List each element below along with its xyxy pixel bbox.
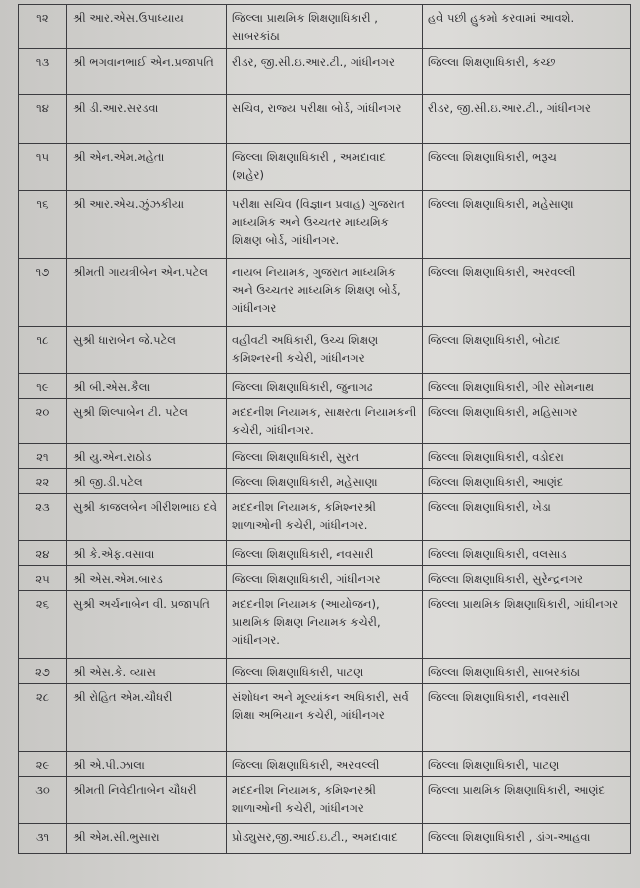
new-post: જિલ્લા શિક્ષણાધિકારી, મહિસાગર [423,399,631,444]
new-post: જિલ્લા શિક્ષણાધિકારી, કચ્છ [423,49,631,95]
table-row [19,566,631,591]
officer-name: શ્રી એસ.કે. વ્યાસ [67,659,227,684]
new-post: જિલ્લા શિક્ષણાધિકારી, બોટાદ [423,327,631,374]
table-row [19,327,631,374]
table-row [19,191,631,259]
table-row [19,659,631,684]
current-post: રીડર, જી.સી.ઇ.આર.ટી., ગાંધીનગર [227,49,423,95]
table-row [19,95,631,144]
new-post: જિલ્લા શિક્ષણાધિકારી, વડોદરા [423,444,631,469]
current-post: મદદનીશ નિયામક, કમિશ્નરશ્રી શાળાઓની કચેરી, ગાંધીનગર. [227,494,423,541]
officer-name: સુશ્રી અર્ચનાબેન વી. પ્રજાપતિ [67,591,227,659]
officer-name: શ્રી જી.ડી.પટેલ [67,469,227,494]
current-post: જિલ્લા પ્રાથમિક શિક્ષણાધિકારી , સાબરકાંઠા [227,5,423,49]
row-number: ૨૩ [19,494,67,541]
row-number: ૨૯ [19,752,67,777]
current-post: સચિવ, રાજ્ય પરીક્ષા બોર્ડ, ગાંધીનગર [227,95,423,144]
new-post: જિલ્લા શિક્ષણાધિકારી, નવસારી [423,684,631,752]
table-row [19,5,631,49]
row-number: ૧૮ [19,327,67,374]
officer-name: શ્રી યુ.એન.રાઠોડ [67,444,227,469]
row-number: ૧૩ [19,49,67,95]
new-post: જિલ્લા પ્રાથમિક શિક્ષણાધિકારી, આણંદ [423,777,631,824]
table-row [19,444,631,469]
current-post: મદદનીશ નિયામક, કમિશ્નરશ્રી શાળાઓની કચેરી, ગાંધીનગર [227,777,423,824]
table-row [19,777,631,824]
table-row [19,469,631,494]
current-post: જિલ્લા શિક્ષણાધિકારી, અરવલ્લી [227,752,423,777]
row-number: ૧૫ [19,144,67,191]
officer-name: શ્રી આર.એસ.ઉપાધ્યાય [67,5,227,49]
row-number: ૩૦ [19,777,67,824]
officer-name: શ્રી એન.એમ.મહેતા [67,144,227,191]
current-post: જિલ્લા શિક્ષણાધિકારી , અમદાવાદ (શહેર) [227,144,423,191]
table-row [19,752,631,777]
table-row [19,144,631,191]
row-number: ૧૭ [19,259,67,327]
row-number: ૨૬ [19,591,67,659]
row-number: ૨૪ [19,541,67,566]
table-row [19,684,631,752]
table-row [19,591,631,659]
current-post: પરીક્ષા સચિવ (વિજ્ઞાન પ્રવાહ) ગુજરાત માધ્યમિક અને ઉચ્ચતર માધ્યમિક શિક્ષણ બોર્ડ, ગાંધીનગર. [227,191,423,259]
current-post: મદદનીશ નિયામક, સાક્ષરતા નિયામકની કચેરી, ગાંધીનગર. [227,399,423,444]
new-post: જિલ્લા શિક્ષણાધિકારી, પાટણ [423,752,631,777]
row-number: ૨૭ [19,659,67,684]
new-post: જિલ્લા શિક્ષણાધિકારી, ખેડા [423,494,631,541]
officer-name: શ્રી એમ.સી.ભુસારા [67,824,227,854]
officer-name: શ્રી ભગવાનભાઈ એન.પ્રજાપતિ [67,49,227,95]
current-post: નાયબ નિયામક, ગુજરાત માધ્યમિક અને ઉચ્ચતર માધ્યમિક શિક્ષણ બોર્ડ, ગાંધીનગર [227,259,423,327]
transfer-table [18,4,631,854]
new-post: જિલ્લા શિક્ષણાધિકારી, સાબરકાંઠા [423,659,631,684]
table-row [19,824,631,854]
officer-name: શ્રીમતી નિવેદીતાબેન ચૌધરી [67,777,227,824]
current-post: જિલ્લા શિક્ષણાધિકારી, ગાંધીનગર [227,566,423,591]
officer-name: શ્રી બી.એસ.કૈલા [67,374,227,399]
new-post: જિલ્લા શિક્ષણાધિકારી, ગીર સોમનાથ [423,374,631,399]
current-post: જિલ્લા શિક્ષણાધિકારી, નવસારી [227,541,423,566]
row-number: ૨૫ [19,566,67,591]
officer-name: સુશ્રી ધારાબેન જે.પટેલ [67,327,227,374]
new-post: જિલ્લા શિક્ષણાધિકારી, વલસાડ [423,541,631,566]
transfer-table-body [19,5,631,854]
row-number: ૧૯ [19,374,67,399]
row-number: ૧૪ [19,95,67,144]
table-row [19,49,631,95]
officer-name: શ્રીમતી ગાયત્રીબેન એન.પટેલ [67,259,227,327]
new-post: જિલ્લા શિક્ષણાધિકારી, મહેસાણા [423,191,631,259]
table-row [19,374,631,399]
current-post: જિલ્લા શિક્ષણાધિકારી, પાટણ [227,659,423,684]
row-number: ૨૮ [19,684,67,752]
row-number: ૧૨ [19,5,67,49]
officer-name: શ્રી એસ.એમ.બારડ [67,566,227,591]
current-post: જિલ્લા શિક્ષણાધિકારી, જુનાગઢ [227,374,423,399]
table-row [19,541,631,566]
new-post: જિલ્લા પ્રાથમિક શિક્ષણાધિકારી, ગાંધીનગર [423,591,631,659]
new-post: જિલ્લા શિક્ષણાધિકારી, ભરૂચ [423,144,631,191]
new-post: જિલ્લા શિક્ષણાધિકારી, અરવલ્લી [423,259,631,327]
row-number: ૩૧ [19,824,67,854]
current-post: વહીવટી અધિકારી, ઉચ્ચ શિક્ષણ કમિશ્નરની કચેરી, ગાંધીનગર [227,327,423,374]
current-post: સંશોધન અને મૂલ્યાંકન અધિકારી, સર્વ શિક્ષા અભિયાન કચેરી, ગાંધીનગર [227,684,423,752]
new-post: રીડર, જી.સી.ઇ.આર.ટી., ગાંધીનગર [423,95,631,144]
table-row [19,259,631,327]
new-post: જિલ્લા શિક્ષણાધિકારી , ડાંગ-આહવા [423,824,631,854]
current-post: મદદનીશ નિયામક (આયોજન), પ્રાથમિક શિક્ષણ નિયામક કચેરી, ગાંધીનગર. [227,591,423,659]
officer-name: શ્રી ડી.આર.સરડવા [67,95,227,144]
new-post: જિલ્લા શિક્ષણાધિકારી, આણંદ [423,469,631,494]
officer-name: શ્રી આર.એચ.ઝુંઝકીયા [67,191,227,259]
row-number: ૨૧ [19,444,67,469]
current-post: પ્રોડ્યુસર,જી.આઈ.ઇ.ટી., અમદાવાદ [227,824,423,854]
current-post: જિલ્લા શિક્ષણાધિકારી, સુરત [227,444,423,469]
table-row [19,399,631,444]
new-post: હવે પછી હુકમો કરવામાં આવશે. [423,5,631,49]
table-row [19,494,631,541]
officer-name: શ્રી કે.એફ.વસાવા [67,541,227,566]
officer-name: સુશ્રી શિલ્પાબેન ટી. પટેલ [67,399,227,444]
row-number: ૨૦ [19,399,67,444]
row-number: ૧૬ [19,191,67,259]
current-post: જિલ્લા શિક્ષણાધિકારી, મહેસાણા [227,469,423,494]
officer-name: સુશ્રી કાજલબેન ગીરીશભાઇ દવે [67,494,227,541]
officer-name: શ્રી એ.પી.ઝાલા [67,752,227,777]
new-post: જિલ્લા શિક્ષણાધિકારી, સુરેન્દ્રનગર [423,566,631,591]
officer-name: શ્રી રોહિત એમ.ચૌધરી [67,684,227,752]
row-number: ૨૨ [19,469,67,494]
